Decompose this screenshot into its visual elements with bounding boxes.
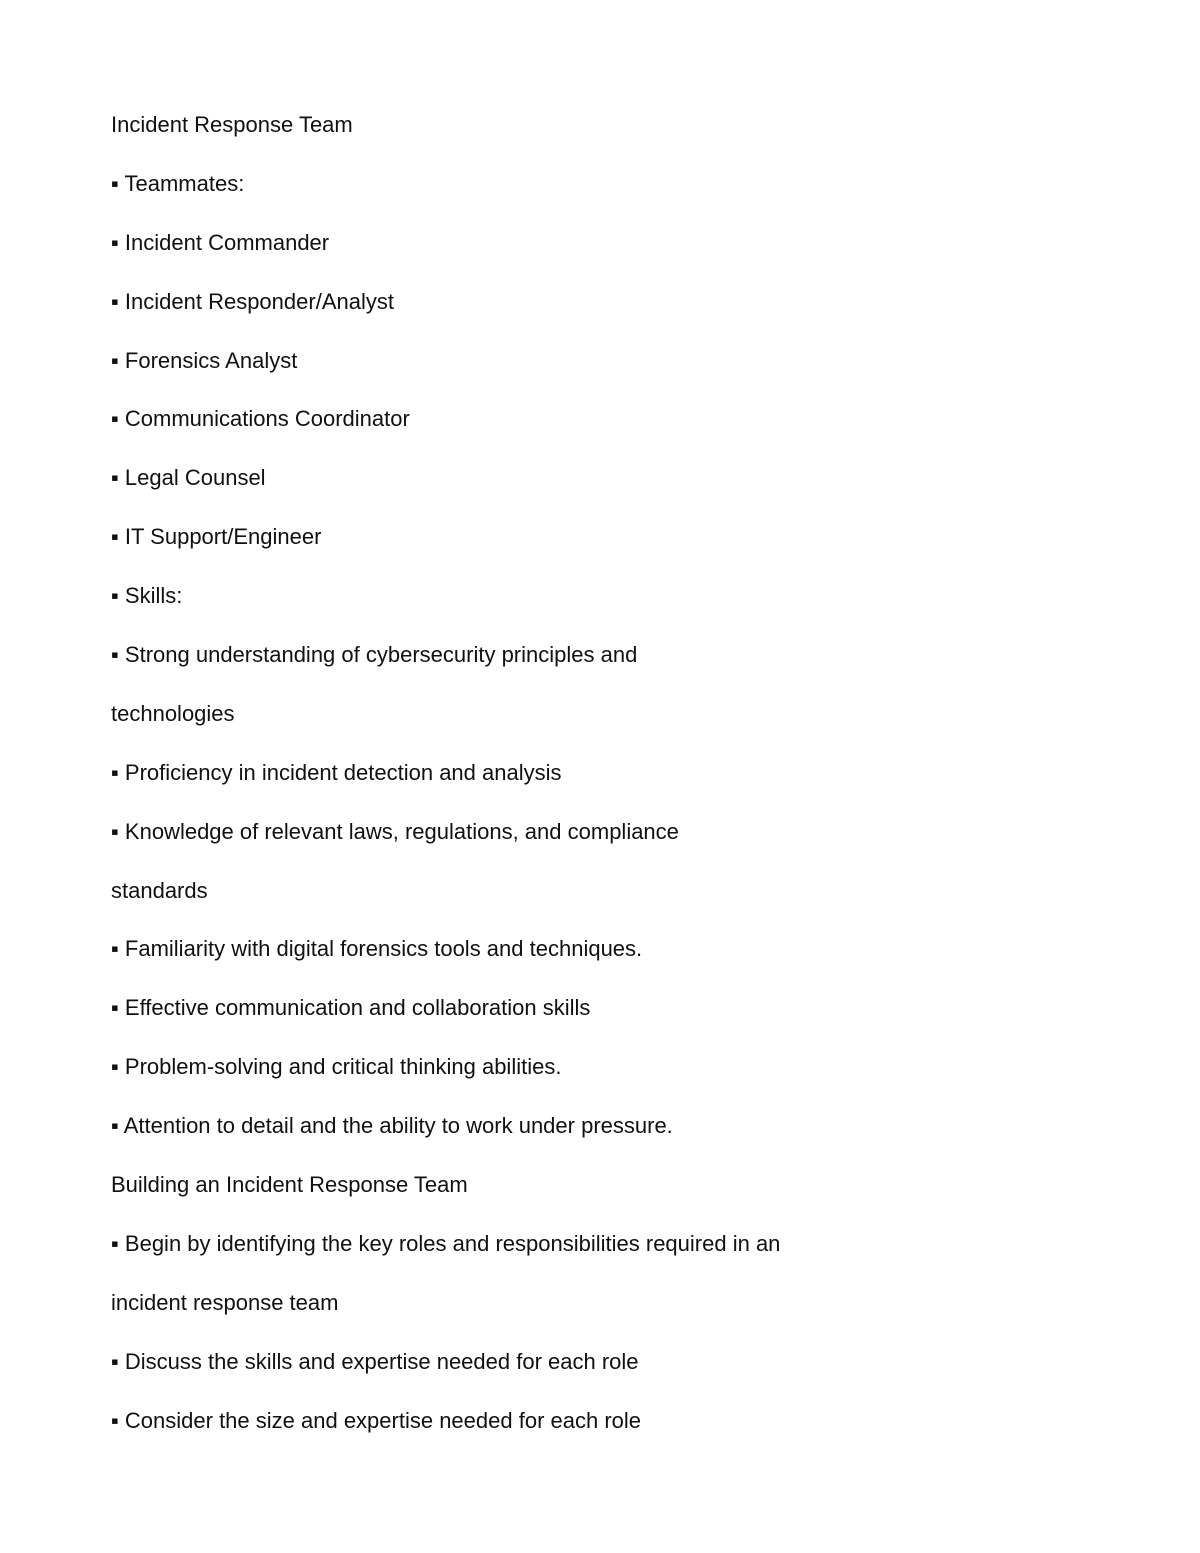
document-body	[111, 108, 780, 1462]
heading-building-team: Building an Incident Response Team	[111, 1172, 468, 1198]
bullet-communication-collaboration: ▪ Effective communication and collaboration skills	[111, 995, 591, 1021]
bullet-attention-to-detail: ▪ Attention to detail and the ability to work under pressure.	[111, 1113, 673, 1139]
bullet-legal-counsel: ▪ Legal Counsel	[111, 465, 266, 491]
bullet-identify-roles: ▪ Begin by identifying the key roles and responsibilities required in an	[111, 1230, 781, 1256]
bullet-problem-solving: ▪ Problem-solving and critical thinking abilities.	[111, 1054, 562, 1080]
heading-incident-response-team: Incident Response Team	[111, 112, 353, 137]
bullet-discuss-skills: ▪ Discuss the skills and expertise needed for each role	[111, 1348, 639, 1374]
bullet-consider-size: ▪ Consider the size and expertise needed for each role	[111, 1407, 642, 1433]
bullet-it-support-engineer: ▪ IT Support/Engineer	[111, 524, 322, 550]
bullet-laws-regulations-cont: standards	[111, 877, 208, 903]
bullet-incident-commander: ▪ Incident Commander	[111, 229, 330, 255]
bullet-digital-forensics: ▪ Familiarity with digital forensics tools and techniques.	[111, 936, 643, 962]
bullet-identify-roles-cont: incident response team	[111, 1289, 339, 1315]
bullet-cybersecurity-understanding-cont: technologies	[111, 700, 235, 726]
bullet-incident-detection: ▪ Proficiency in incident detection and analysis	[111, 759, 562, 785]
bullet-teammates: ▪ Teammates:	[111, 170, 245, 196]
bullet-skills: ▪ Skills:	[111, 583, 183, 609]
bullet-incident-responder-analyst: ▪ Incident Responder/Analyst	[111, 288, 394, 314]
bullet-laws-regulations: ▪ Knowledge of relevant laws, regulations, and compliance	[111, 818, 679, 844]
bullet-cybersecurity-understanding: ▪ Strong understanding of cybersecurity principles and	[111, 642, 638, 668]
bullet-forensics-analyst: ▪ Forensics Analyst	[111, 347, 298, 373]
bullet-communications-coordinator: ▪ Communications Coordinator	[111, 406, 410, 432]
